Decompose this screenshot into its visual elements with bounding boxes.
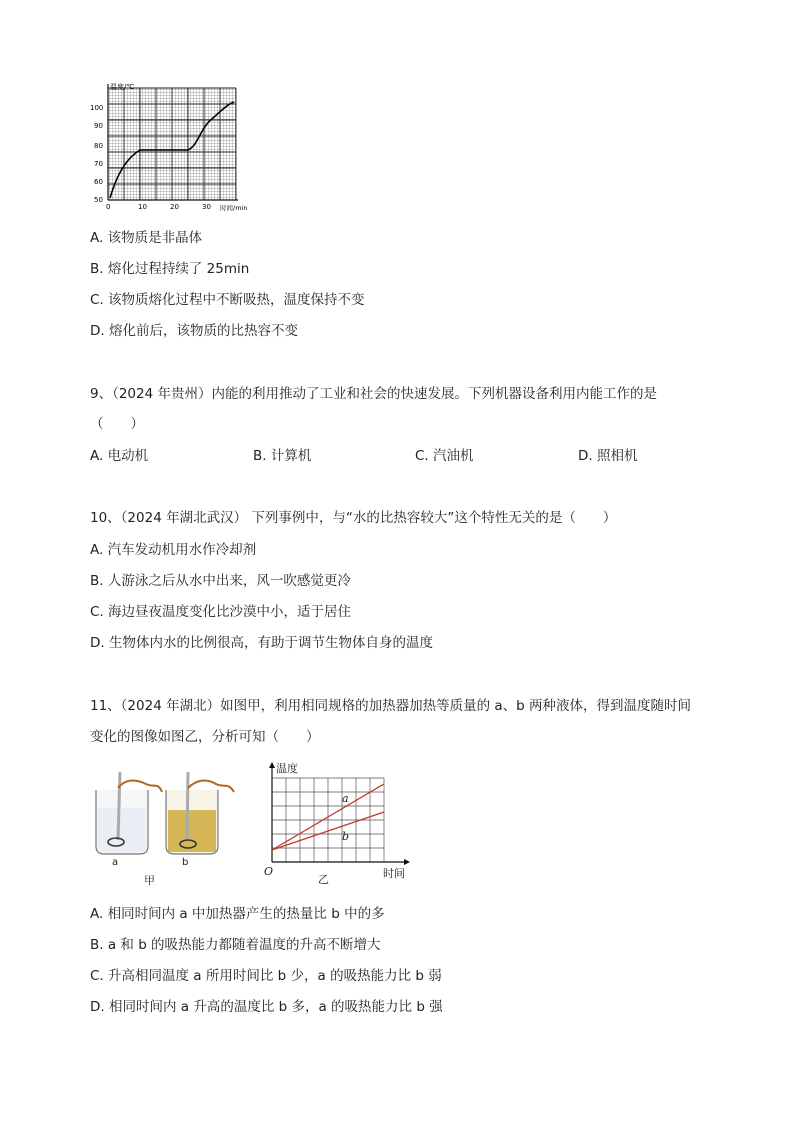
figure-yi-caption: 乙 (318, 873, 329, 885)
y-axis-arrow (269, 762, 275, 768)
y-axis-label: 温度/℃ (110, 83, 135, 91)
y-tick-label: 90 (94, 122, 103, 130)
q8-temperature-graph (88, 80, 263, 212)
beaker-b-label: b (182, 857, 189, 868)
q8-option-b: B. 熔化过程持续了 25min (90, 261, 250, 277)
line-a-label: a (342, 792, 349, 805)
q11-option-d: D. 相同时间内 a 升高的温度比 b 多，a 的吸热能力比 b 强 (90, 999, 443, 1015)
y-tick-label: 100 (90, 104, 104, 112)
q9-option-a: A. 电动机 (90, 448, 149, 464)
origin-label: O (264, 865, 274, 878)
q9-option-b: B. 计算机 (253, 448, 312, 464)
x-tick-label: 0 (106, 203, 111, 211)
y-tick-label: 80 (94, 142, 103, 150)
figure-jia-caption: 甲 (144, 874, 155, 887)
q11-figure-jia-beakers (88, 768, 248, 888)
q10-option-a: A. 汽车发动机用水作冷却剂 (90, 542, 257, 558)
q11-option-c: C. 升高相同温度 a 所用时间比 b 少，a 的吸热能力比 b 弱 (90, 968, 442, 984)
q11-stem-line2: 变化的图像如图乙，分析可知（ ） (90, 729, 320, 745)
line-b-label: b (342, 830, 350, 843)
q8-option-a: A. 该物质是非晶体 (90, 230, 203, 246)
y-axis-label: 温度 (276, 762, 298, 775)
y-tick-label: 70 (94, 160, 103, 168)
x-axis-label: 时间 (383, 867, 405, 880)
q9-option-d: D. 照相机 (578, 448, 638, 464)
x-tick-label: 20 (170, 203, 179, 211)
beaker-a-label: a (112, 857, 119, 868)
q10-option-c: C. 海边昼夜温度变化比沙漠中小，适于居住 (90, 604, 352, 620)
q11-figure-yi-graph (262, 760, 417, 885)
q9-answer-blank: （ ） (90, 416, 144, 432)
q10-stem: 10、（2024 年湖北武汉） 下列事例中，与“水的比热容较大”这个特性无关的是（ ） (90, 510, 617, 526)
x-tick-label: 30 (202, 203, 211, 211)
q11-option-a: A. 相同时间内 a 中加热器产生的热量比 b 中的多 (90, 906, 385, 922)
beaker-b (166, 772, 234, 854)
x-tick-label: 10 (138, 203, 147, 211)
q9-stem: 9、（2024 年贵州）内能的利用推动了工业和社会的快速发展。下列机器设备利用内能工作的是 (90, 386, 657, 402)
x-axis-arrow (404, 859, 410, 865)
q10-option-d: D. 生物体内水的比例很高，有助于调节生物体自身的温度 (90, 635, 433, 651)
q11-option-b: B. a 和 b 的吸热能力都随着温度的升高不断增大 (90, 937, 381, 953)
beaker-a (96, 772, 162, 854)
q9-option-c: C. 汽油机 (415, 448, 474, 464)
x-axis-label: 时间/min (220, 204, 248, 212)
q10-option-b: B. 人游泳之后从水中出来，风一吹感觉更冷 (90, 573, 351, 589)
y-tick-label: 50 (94, 196, 103, 204)
q11-stem-line1: 11、（2024 年湖北）如图甲，利用相同规格的加热器加热等质量的 a、b 两种液体，得到温度随时间 (90, 698, 691, 714)
q8-option-c: C. 该物质熔化过程中不断吸热，温度保持不变 (90, 292, 365, 308)
q8-option-d: D. 熔化前后，该物质的比热容不变 (90, 323, 298, 339)
y-tick-label: 60 (94, 178, 103, 186)
